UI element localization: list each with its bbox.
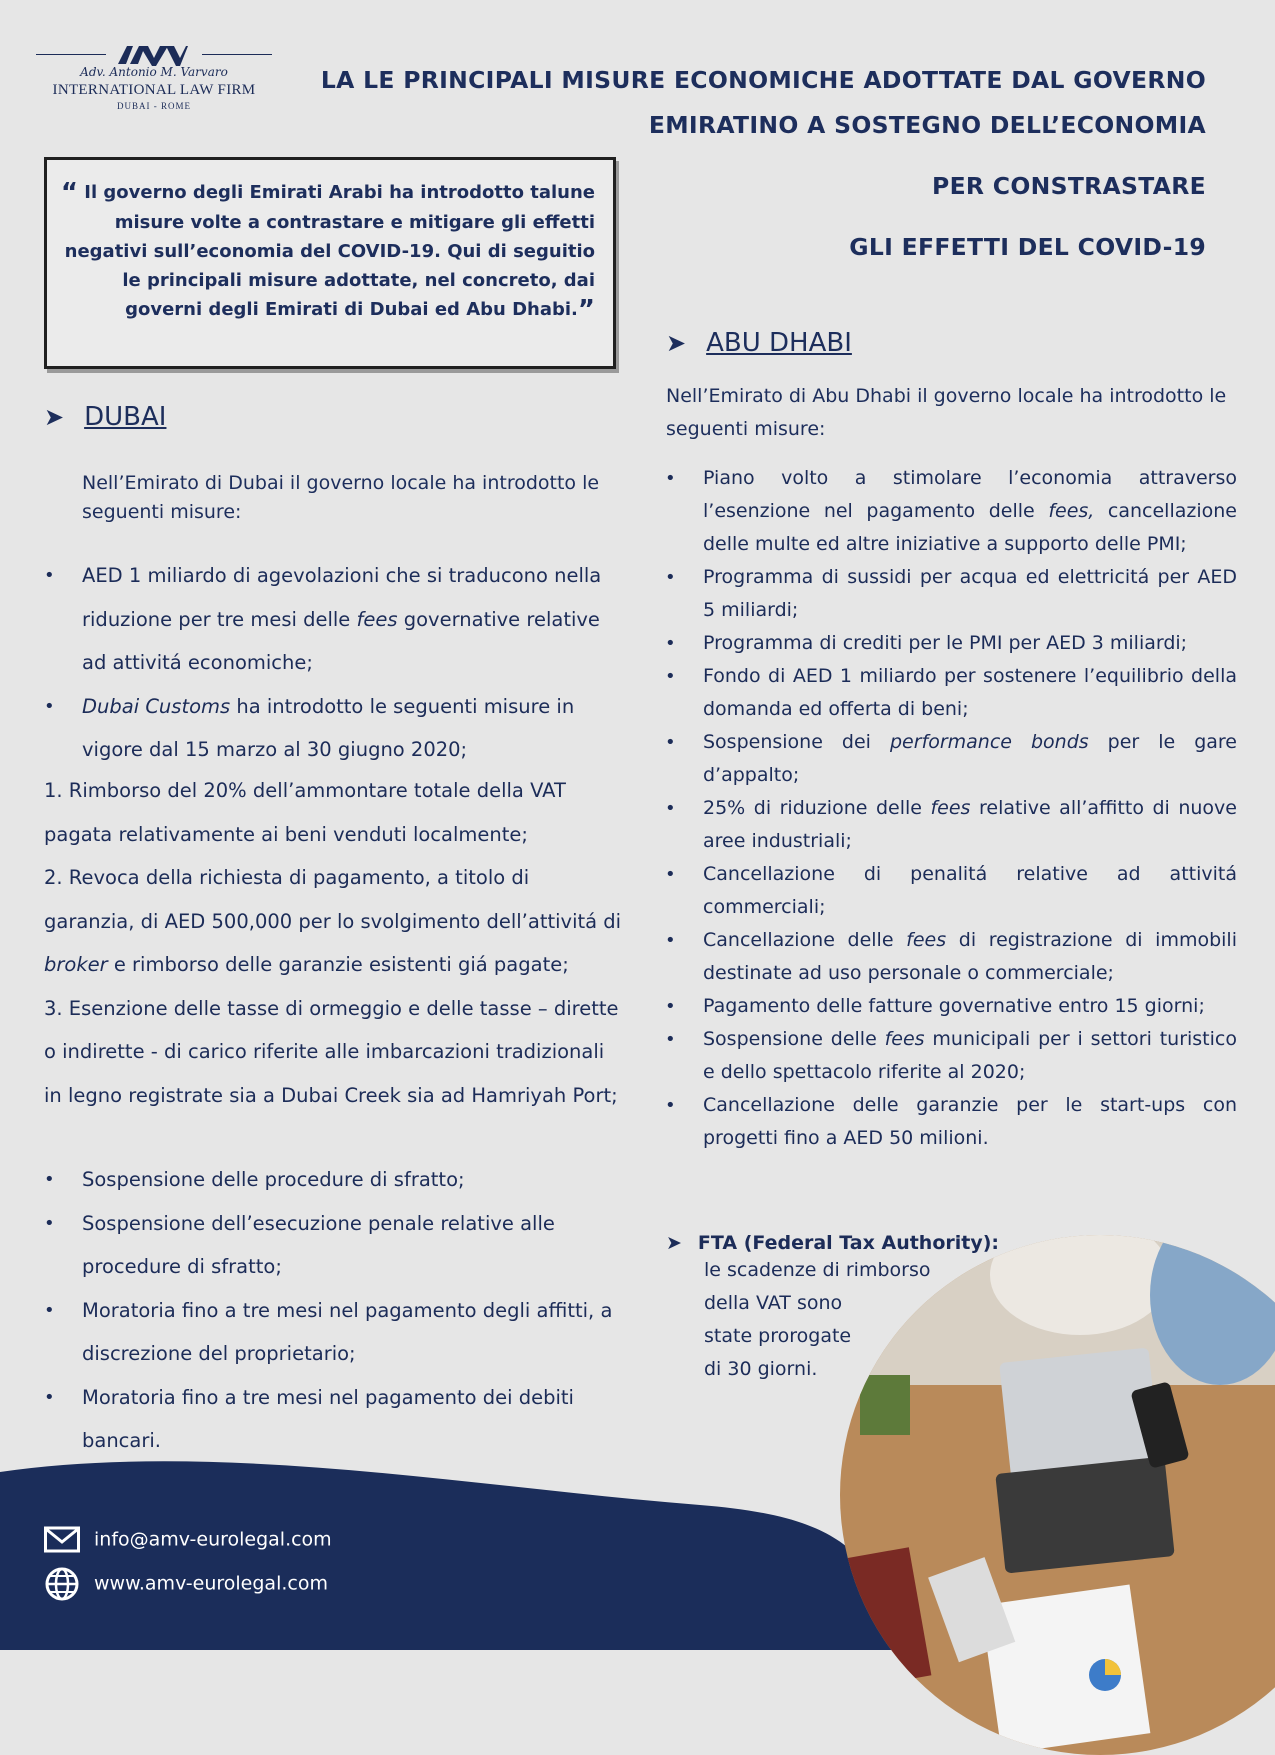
item-text: per le gare d’appalto; xyxy=(703,731,1237,786)
item-text: governative relative ad attivitá economiche; xyxy=(82,607,600,674)
item-text: Piano volto a stimolare l’economia attraverso l’esenzione nel pagamento delle xyxy=(703,467,1237,522)
abu-dhabi-heading xyxy=(666,328,852,358)
emphasis-text: fees xyxy=(356,607,398,631)
abu-dhabi-bullet-item xyxy=(665,561,1237,627)
abu-dhabi-bullet-item xyxy=(665,660,1237,726)
abu-dhabi-bullet-item xyxy=(665,990,1237,1023)
title-line-1: LA LE PRINCIPALI MISURE ECONOMICHE ADOTTATE DAL GOVERNO xyxy=(320,66,1206,94)
item-text: Programma di sussidi per acqua ed elettricitá per AED 5 miliardi; xyxy=(703,566,1237,621)
abu-dhabi-bullet-item xyxy=(665,462,1237,561)
item-text: 1. Rimborso del 20% dell’ammontare totale della VAT pagata relativamente ai beni venduti localmente; xyxy=(44,779,566,846)
emphasis-text: Dubai Customs xyxy=(82,694,231,718)
quote-body: Il governo degli Emirati Arabi ha introdotto talune misure volte a contrastare e mitigare gli effetti negativi sull’economia del COVID-19. Qui di seguitio le principali misure adottate, nel concreto, dai governi degli Emirati di Dubai ed Abu Dhabi. xyxy=(64,182,595,320)
fta-heading-text: FTA (Federal Tax Authority): xyxy=(697,1232,1000,1254)
contact-email-row xyxy=(44,1526,332,1554)
title-line-2: EMIRATINO A SOSTEGNO DELL’ECONOMIA xyxy=(648,111,1206,139)
abu-dhabi-bullet-item xyxy=(665,1023,1237,1089)
abu-dhabi-intro: Nell’Emirato di Abu Dhabi il governo locale ha introdotto le seguenti misure: xyxy=(666,385,1227,440)
item-text: e rimborso delle garanzie esistenti giá pagate; xyxy=(107,953,569,976)
item-text: Cancellazione di penalitá relative ad attivitá commerciali; xyxy=(703,863,1237,918)
fta-heading xyxy=(666,1232,999,1254)
abu-dhabi-bullet-list xyxy=(665,462,1237,1155)
intro-quote-text xyxy=(55,178,595,325)
logo-firm-name: INTERNATIONAL LAW FIRM xyxy=(52,82,256,98)
emphasis-text: fees xyxy=(884,1028,925,1050)
item-text: cancellazione delle multe ed altre iniziative a supporto delle PMI; xyxy=(703,500,1237,555)
arrow-bullet-icon: ➤ xyxy=(666,329,687,357)
item-text: relative all’affitto di nuove aree industriali; xyxy=(703,797,1237,852)
dubai-numbered-list xyxy=(44,769,624,1117)
dubai-numbered-item xyxy=(44,987,624,1118)
fta-line: di 30 giorni. xyxy=(704,1358,818,1380)
abu-dhabi-bullet-item xyxy=(665,1089,1237,1155)
item-text: Pagamento delle fatture governative entro 15 giorni; xyxy=(703,995,1205,1017)
dubai-bullet-list-2 xyxy=(44,1158,624,1463)
abu-dhabi-bullet-item xyxy=(665,792,1237,858)
item-text: Sospensione dei xyxy=(703,731,890,753)
firm-logo xyxy=(36,42,272,117)
emphasis-text: fees, xyxy=(1048,500,1095,522)
arrow-bullet-icon: ➤ xyxy=(666,1232,682,1254)
dubai-bullet-item: • Moratoria fino a tre mesi nel pagamento degli affitti, a discrezione del proprietario; xyxy=(44,1289,624,1376)
fta-line: della VAT sono xyxy=(704,1292,843,1314)
dubai-bullet-item xyxy=(44,685,624,772)
emphasis-text: broker xyxy=(44,953,108,976)
item-text: 3. Esenzione delle tasse di ormeggio e delle tasse – dirette o indirette - di carico riferite alle imbarcazioni tradizionali in legno registrate sia a Dubai Creek sia ad Hamriyah Port; xyxy=(44,996,619,1107)
dubai-heading-text: DUBAI xyxy=(84,402,167,432)
quote-open-mark: “ xyxy=(60,178,78,208)
globe-icon xyxy=(44,1566,80,1602)
item-text: 25% di riduzione delle xyxy=(703,797,931,819)
item-text: municipali per i settori turistico e dello spettacolo riferite al 2020; xyxy=(703,1028,1237,1083)
item-text: Programma di crediti per le PMI per AED 3 miliardi; xyxy=(703,632,1188,654)
dubai-bullet-item: • Sospensione dell’esecuzione penale relative alle procedure di sfratto; xyxy=(44,1202,624,1289)
logo-rule-right xyxy=(202,54,272,55)
logo-cities: DUBAI - ROME xyxy=(117,101,191,111)
amv-logo-mark xyxy=(118,44,188,66)
logo-signature: Adv. Antonio M. Varvaro xyxy=(80,65,228,79)
abu-dhabi-bullet-item xyxy=(665,858,1237,924)
item-text: di registrazione di immobili destinate ad uso personale o commerciale; xyxy=(703,929,1237,984)
emphasis-text: fees xyxy=(930,797,971,819)
abu-dhabi-bullet-item xyxy=(665,726,1237,792)
quote-close-mark: ” xyxy=(577,295,595,325)
item-text: AED 1 miliardo di agevolazioni che si traducono nella riduzione per tre mesi delle xyxy=(82,564,602,631)
title-line-3: PER CONSTRASTARE xyxy=(932,172,1206,200)
dubai-bullet-list-1 xyxy=(44,554,624,772)
envelope-icon xyxy=(44,1526,80,1554)
email-link[interactable]: info@amv-eurolegal.com xyxy=(94,1528,332,1551)
dubai-numbered-item xyxy=(44,856,624,987)
fta-line: state prorogate xyxy=(704,1325,852,1347)
item-text: Cancellazione delle garanzie per le start-ups con progetti fino a AED 50 milioni. xyxy=(703,1094,1237,1149)
abu-dhabi-bullet-item xyxy=(665,627,1237,660)
item-text: 2. Revoca della richiesta di pagamento, a titolo di garanzia, di AED 500,000 per lo svolgimento dell’attivitá di xyxy=(44,866,622,933)
item-text: ha introdotto le seguenti misure in vigore dal 15 marzo al 30 giugno 2020; xyxy=(82,694,575,761)
website-link[interactable]: www.amv-eurolegal.com xyxy=(94,1572,328,1595)
dubai-bullet-item: • Moratoria fino a tre mesi nel pagamento dei debiti bancari. xyxy=(44,1376,624,1463)
dubai-heading xyxy=(44,402,166,432)
emphasis-text: fees xyxy=(906,929,947,951)
emphasis-text: performance bonds xyxy=(889,731,1089,753)
dubai-bullet-item xyxy=(44,554,624,685)
arrow-bullet-icon: ➤ xyxy=(44,403,65,431)
contact-website-row xyxy=(44,1566,328,1602)
item-text: Sospensione delle xyxy=(703,1028,885,1050)
item-text: Cancellazione delle xyxy=(703,929,907,951)
abu-dhabi-heading-text: ABU DHABI xyxy=(706,328,852,358)
dubai-numbered-item xyxy=(44,769,624,856)
dubai-intro: Nell’Emirato di Dubai il governo locale ha introdotto le seguenti misure: xyxy=(82,472,600,523)
logo-rule-left xyxy=(36,54,106,55)
item-text: Fondo di AED 1 miliardo per sostenere l’equilibrio della domanda ed offerta di beni; xyxy=(703,665,1237,720)
fta-line: le scadenze di rimborso xyxy=(704,1259,931,1281)
dubai-bullet-item: • Sospensione delle procedure di sfratto; xyxy=(44,1158,624,1202)
intro-quote-box xyxy=(44,157,616,369)
title-line-4: GLI EFFETTI DEL COVID-19 xyxy=(849,233,1206,261)
abu-dhabi-bullet-item xyxy=(665,924,1237,990)
